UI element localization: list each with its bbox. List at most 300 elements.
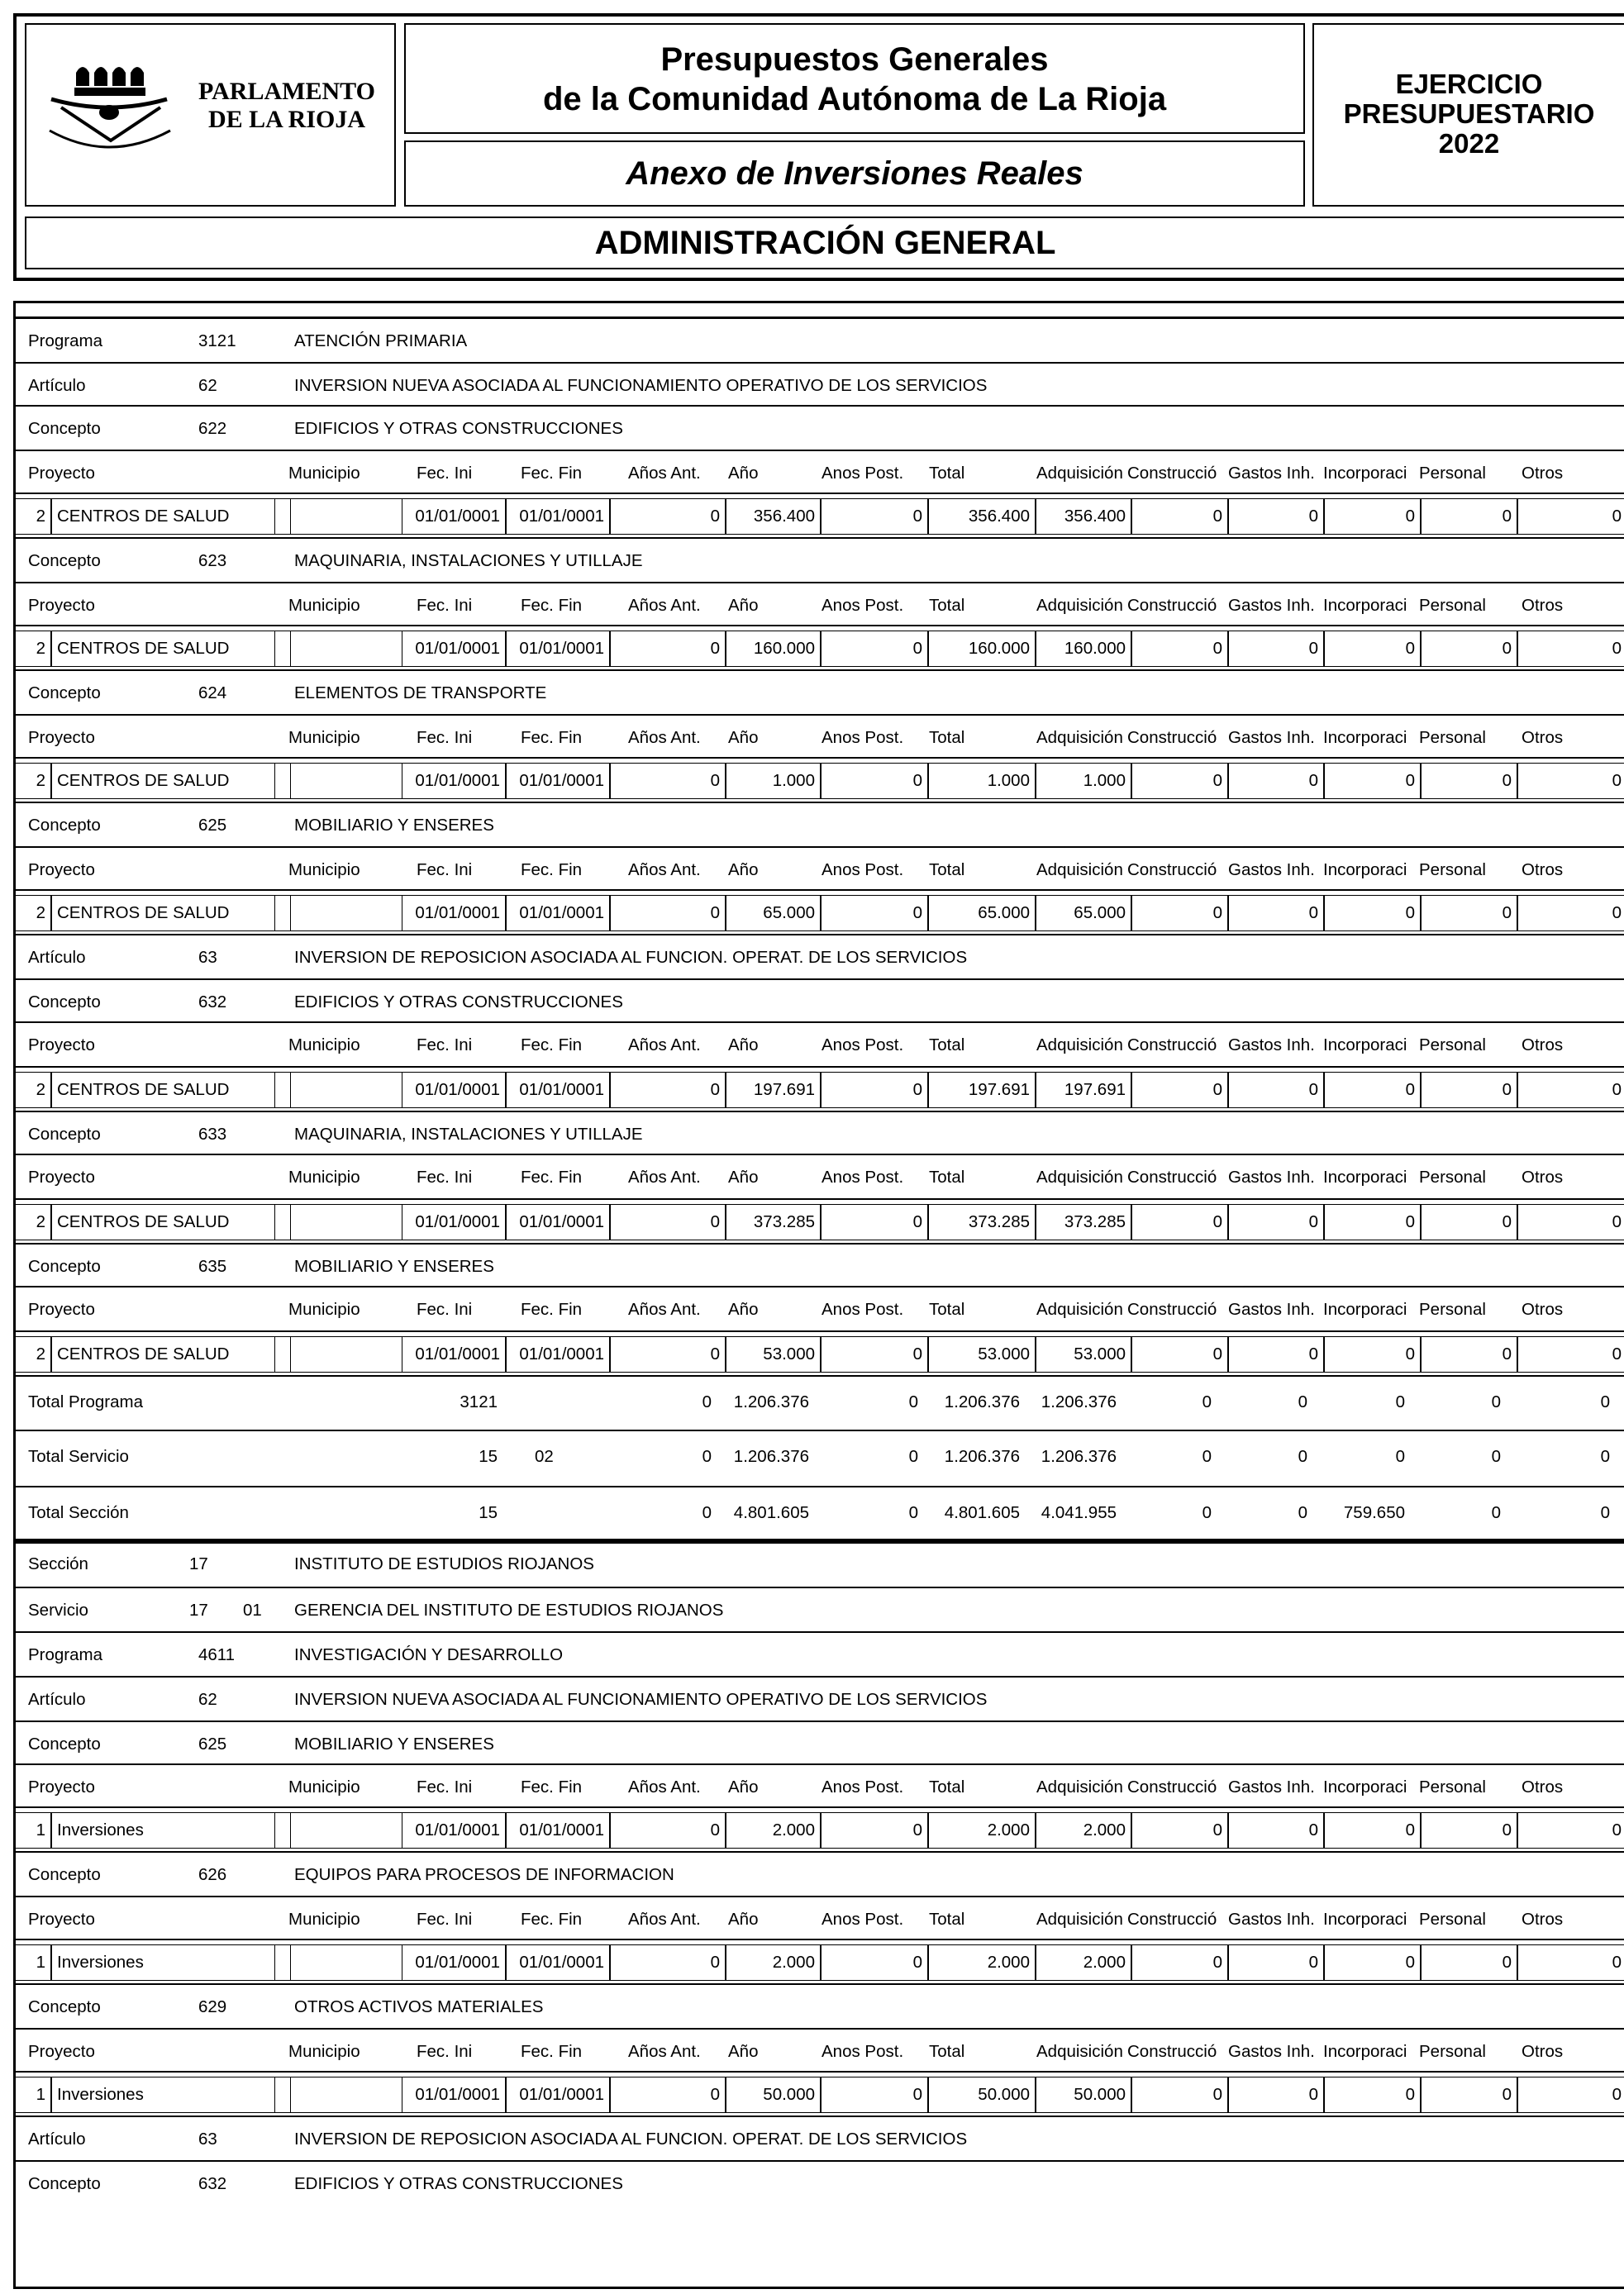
column-header: Otros: [1522, 1300, 1564, 1319]
cell-name: CENTROS DE SALUD: [51, 763, 291, 799]
cell-ano: 1.000: [726, 763, 821, 799]
total-con: 0: [1202, 1392, 1212, 1411]
column-header: Años Ant.: [628, 1035, 701, 1054]
column-header-row: [16, 716, 1624, 759]
column-header-row: [16, 849, 1624, 892]
column-header: Gastos Inh.: [1228, 1778, 1315, 1797]
column-header-row: [16, 1898, 1624, 1941]
total-post: 0: [908, 1447, 918, 1466]
column-header: Construcció: [1127, 2042, 1217, 2061]
parliament-name: [183, 78, 390, 134]
row-description: MAQUINARIA, INSTALACIONES Y UTILLAJE: [294, 1125, 643, 1144]
project-number: 2: [16, 895, 51, 931]
cell-otr: 0: [1517, 2077, 1624, 2113]
column-header: Municipio: [288, 1778, 360, 1797]
project-row: [16, 1333, 1624, 1376]
cell-gas: 0: [1228, 1944, 1324, 1981]
cell-per: 0: [1421, 1072, 1517, 1108]
row-code: 4611: [198, 1645, 236, 1664]
cell-gas: 0: [1228, 1204, 1324, 1240]
cell-inc: 0: [1324, 1204, 1421, 1240]
cell-otr: 0: [1517, 1072, 1624, 1108]
cell-con: 0: [1131, 763, 1228, 799]
total-label: Total Sección: [28, 1503, 129, 1522]
group-header-row: [16, 1543, 1624, 1586]
total-post: 0: [908, 1503, 918, 1522]
cell-gas: 0: [1228, 498, 1324, 535]
column-header: Total: [929, 860, 965, 879]
row-divider: [16, 1486, 1624, 1487]
column-header: Personal: [1419, 2042, 1486, 2061]
row-divider: [16, 1851, 1624, 1853]
cell-ano: 373.285: [726, 1204, 821, 1240]
org-line1: PARLAMENTO: [198, 78, 375, 105]
column-header: Fec. Fin: [521, 1778, 583, 1797]
row-label: Concepto: [28, 816, 101, 835]
row-code: 623: [198, 551, 227, 570]
column-header: Gastos Inh.: [1228, 464, 1315, 483]
column-header: Otros: [1522, 1168, 1564, 1187]
column-header: Construcció: [1127, 1168, 1217, 1187]
column-header: Total: [929, 2042, 965, 2061]
cell-tot: 53.000: [928, 1336, 1036, 1373]
row-divider: [16, 537, 1624, 539]
column-header: Incorporaci: [1323, 1035, 1407, 1054]
total-con: 0: [1202, 1447, 1212, 1466]
cell-name: CENTROS DE SALUD: [51, 1336, 291, 1373]
column-header: Otros: [1522, 2042, 1564, 2061]
column-header: Proyecto: [28, 596, 95, 615]
column-header: Personal: [1419, 464, 1486, 483]
row-code: 622: [198, 419, 227, 438]
group-header-row: [16, 320, 1624, 363]
group-header-row: [16, 1854, 1624, 1897]
cell-otr: 0: [1517, 1204, 1624, 1240]
cell-inc: 0: [1324, 763, 1421, 799]
cell-fi: 01/01/0001: [402, 1072, 506, 1108]
cell-ff: 01/01/0001: [506, 763, 610, 799]
group-header-row: [16, 1678, 1624, 1721]
column-header: Adquisición: [1036, 860, 1123, 879]
row-divider: [16, 889, 1624, 891]
group-header-row: [16, 1634, 1624, 1677]
column-header: Incorporaci: [1323, 1168, 1407, 1187]
project-number: 1: [16, 1812, 51, 1849]
row-divider: [16, 582, 1624, 583]
total-tot: 1.206.376: [944, 1392, 1020, 1411]
cell-adq: 65.000: [1036, 895, 1131, 931]
column-header: Fec. Fin: [521, 728, 583, 747]
annex-title: Anexo de Inversiones Reales: [404, 140, 1305, 207]
cell-adq: 356.400: [1036, 498, 1131, 535]
column-header: Fec. Fin: [521, 860, 583, 879]
cell-con: 0: [1131, 895, 1228, 931]
column-header: Anos Post.: [822, 2042, 904, 2061]
column-header: Adquisición: [1036, 596, 1123, 615]
cell-ff: 01/01/0001: [506, 1812, 610, 1849]
column-header: Anos Post.: [822, 1778, 904, 1797]
row-divider: [16, 1587, 1624, 1588]
top-rule: [16, 316, 1624, 318]
column-header: Adquisición: [1036, 1300, 1123, 1319]
cell-inc: 0: [1324, 1072, 1421, 1108]
column-header: Total: [929, 1168, 965, 1187]
row-divider: [16, 1806, 1624, 1808]
investments-table: [13, 301, 1624, 2289]
row-description: OTROS ACTIVOS MATERIALES: [294, 1997, 544, 2016]
cell-con: 0: [1131, 1812, 1228, 1849]
project-row: [16, 1068, 1624, 1111]
total-gas: 0: [1298, 1447, 1307, 1466]
title-box: [404, 23, 1305, 134]
column-header: Año: [728, 860, 759, 879]
row-code: 632: [198, 2174, 227, 2193]
total-row: [16, 1432, 1624, 1482]
total-inc: 759.650: [1343, 1503, 1405, 1522]
group-header-row: [16, 672, 1624, 715]
row-description: ATENCIÓN PRIMARIA: [294, 331, 468, 350]
cell-ant: 0: [610, 1812, 726, 1849]
row-description: INVESTIGACIÓN Y DESARROLLO: [294, 1645, 564, 1664]
org-line2: DE LA RIOJA: [207, 106, 366, 133]
column-header: Otros: [1522, 1778, 1564, 1797]
project-number: 2: [16, 1072, 51, 1108]
column-header: Proyecto: [28, 1910, 95, 1929]
cell-name: CENTROS DE SALUD: [51, 1072, 291, 1108]
cell-inc: 0: [1324, 1812, 1421, 1849]
row-label: Concepto: [28, 1125, 101, 1144]
column-header: Anos Post.: [822, 1035, 904, 1054]
column-header: Construcció: [1127, 464, 1217, 483]
column-header: Anos Post.: [822, 1910, 904, 1929]
column-header: Anos Post.: [822, 464, 904, 483]
project-number: 2: [16, 498, 51, 535]
column-header: Anos Post.: [822, 596, 904, 615]
cell-tot: 50.000: [928, 2077, 1036, 2113]
column-header: Adquisición: [1036, 1778, 1123, 1797]
total-otr: 0: [1600, 1447, 1610, 1466]
cell-ant: 0: [610, 631, 726, 667]
column-header: Personal: [1419, 1035, 1486, 1054]
row-description: ELEMENTOS DE TRANSPORTE: [294, 683, 547, 702]
column-header: Años Ant.: [628, 1168, 701, 1187]
cell-con: 0: [1131, 1336, 1228, 1373]
row-label: Concepto: [28, 683, 101, 702]
cell-mun: [274, 1944, 402, 1981]
row-code: 62: [198, 376, 217, 395]
column-header: Adquisición: [1036, 464, 1123, 483]
row-code: 63: [198, 948, 217, 967]
total-inc: 0: [1395, 1392, 1405, 1411]
cell-name: Inversiones: [51, 1812, 291, 1849]
column-header: Años Ant.: [628, 728, 701, 747]
cell-fi: 01/01/0001: [402, 1336, 506, 1373]
year-line1: EJERCICIO: [1395, 69, 1543, 99]
row-divider: [16, 1676, 1624, 1678]
column-header-row: [16, 1156, 1624, 1199]
cell-ant: 0: [610, 895, 726, 931]
cell-mun: [274, 1072, 402, 1108]
row-divider: [16, 1021, 1624, 1023]
column-header: Fec. Fin: [521, 464, 583, 483]
column-header: Años Ant.: [628, 1300, 701, 1319]
cell-ant: 0: [610, 1072, 726, 1108]
cell-con: 0: [1131, 1072, 1228, 1108]
cell-fi: 01/01/0001: [402, 498, 506, 535]
cell-otr: 0: [1517, 1812, 1624, 1849]
column-header: Incorporaci: [1323, 860, 1407, 879]
cell-adq: 50.000: [1036, 2077, 1131, 2113]
total-adq: 1.206.376: [1041, 1392, 1117, 1411]
cell-inc: 0: [1324, 631, 1421, 667]
row-code: 624: [198, 683, 227, 702]
row-description: INVERSION DE REPOSICION ASOCIADA AL FUNCION. OPERAT. DE LOS SERVICIOS: [294, 948, 968, 967]
row-divider: [16, 934, 1624, 935]
cell-fi: 01/01/0001: [402, 763, 506, 799]
column-header-row: [16, 1766, 1624, 1809]
cell-ano: 50.000: [726, 2077, 821, 2113]
project-number: 1: [16, 1944, 51, 1981]
project-number: 2: [16, 763, 51, 799]
total-adq: 1.206.376: [1041, 1447, 1117, 1466]
group-header-row: [16, 1245, 1624, 1288]
row-description: INVERSION DE REPOSICION ASOCIADA AL FUNCION. OPERAT. DE LOS SERVICIOS: [294, 2130, 968, 2149]
row-label: Artículo: [28, 948, 86, 967]
column-header: Años Ant.: [628, 464, 701, 483]
cell-otr: 0: [1517, 1944, 1624, 1981]
row-divider: [16, 1375, 1624, 1377]
cell-inc: 0: [1324, 1336, 1421, 1373]
column-header: Construcció: [1127, 1778, 1217, 1797]
cell-post: 0: [821, 498, 928, 535]
row-code: 632: [198, 992, 227, 1011]
row-label: Concepto: [28, 992, 101, 1011]
project-number: 2: [16, 631, 51, 667]
cell-fi: 01/01/0001: [402, 1944, 506, 1981]
row-label: Artículo: [28, 2130, 86, 2149]
cell-per: 0: [1421, 631, 1517, 667]
cell-fi: 01/01/0001: [402, 895, 506, 931]
column-header: Fec. Fin: [521, 1300, 583, 1319]
cell-per: 0: [1421, 763, 1517, 799]
column-header: Año: [728, 1910, 759, 1929]
column-header: Gastos Inh.: [1228, 2042, 1315, 2061]
cell-name: Inversiones: [51, 1944, 291, 1981]
cell-adq: 2.000: [1036, 1944, 1131, 1981]
cell-per: 0: [1421, 2077, 1517, 2113]
row-divider: [16, 1720, 1624, 1722]
column-header: Fec. Fin: [521, 1910, 583, 1929]
cell-per: 0: [1421, 1812, 1517, 1849]
column-header: Municipio: [288, 1910, 360, 1929]
column-header: Año: [728, 464, 759, 483]
row-divider: [16, 1154, 1624, 1155]
row-code: 625: [198, 1735, 227, 1754]
row-divider: [16, 1066, 1624, 1068]
column-header: Personal: [1419, 596, 1486, 615]
cell-inc: 0: [1324, 498, 1421, 535]
total-code2: 02: [535, 1447, 554, 1466]
column-header: Municipio: [288, 2042, 360, 2061]
title-line1: Presupuestos Generales: [660, 41, 1049, 78]
cell-mun: [274, 1812, 402, 1849]
row-divider: [16, 1939, 1624, 1940]
column-header: Proyecto: [28, 860, 95, 879]
cell-ano: 2.000: [726, 1812, 821, 1849]
cell-mun: [274, 2077, 402, 2113]
column-header-row: [16, 2030, 1624, 2073]
row-code: 633: [198, 1125, 227, 1144]
cell-mun: [274, 895, 402, 931]
row-divider: [16, 802, 1624, 803]
cell-name: CENTROS DE SALUD: [51, 631, 291, 667]
cell-per: 0: [1421, 498, 1517, 535]
row-code: 17: [189, 1554, 208, 1573]
cell-adq: 373.285: [1036, 1204, 1131, 1240]
cell-mun: [274, 1336, 402, 1373]
row-label: Servicio: [28, 1601, 88, 1620]
cell-fi: 01/01/0001: [402, 1812, 506, 1849]
cell-adq: 1.000: [1036, 763, 1131, 799]
cell-otr: 0: [1517, 895, 1624, 931]
total-ant: 0: [702, 1447, 712, 1466]
column-header: Total: [929, 464, 965, 483]
column-header: Construcció: [1127, 1910, 1217, 1929]
project-row: [16, 1941, 1624, 1984]
column-header: Gastos Inh.: [1228, 1300, 1315, 1319]
cell-fi: 01/01/0001: [402, 1204, 506, 1240]
column-header: Municipio: [288, 728, 360, 747]
cell-mun: [274, 631, 402, 667]
cell-ff: 01/01/0001: [506, 1072, 610, 1108]
cell-tot: 356.400: [928, 498, 1036, 535]
column-header: Municipio: [288, 596, 360, 615]
column-header: Gastos Inh.: [1228, 860, 1315, 879]
column-header: Personal: [1419, 1300, 1486, 1319]
row-description: EDIFICIOS Y OTRAS CONSTRUCCIONES: [294, 419, 623, 438]
column-header: Personal: [1419, 728, 1486, 747]
total-gas: 0: [1298, 1503, 1307, 1522]
group-header-row: [16, 2163, 1624, 2206]
row-description: INVERSION NUEVA ASOCIADA AL FUNCIONAMIENTO OPERATIVO DE LOS SERVICIOS: [294, 1690, 988, 1709]
group-header-row: [16, 1723, 1624, 1766]
column-header: Año: [728, 2042, 759, 2061]
total-otr: 0: [1600, 1392, 1610, 1411]
total-con: 0: [1202, 1503, 1212, 1522]
column-header: Año: [728, 1778, 759, 1797]
cell-name: CENTROS DE SALUD: [51, 498, 291, 535]
row-label: Sección: [28, 1554, 88, 1573]
cell-name: Inversiones: [51, 2077, 291, 2113]
cell-name: CENTROS DE SALUD: [51, 895, 291, 931]
cell-adq: 197.691: [1036, 1072, 1131, 1108]
row-divider: [16, 1198, 1624, 1200]
group-header-row: [16, 364, 1624, 407]
project-number: 1: [16, 2077, 51, 2113]
cell-ano: 160.000: [726, 631, 821, 667]
column-header: Proyecto: [28, 464, 95, 483]
column-header: Total: [929, 1300, 965, 1319]
column-header: Construcció: [1127, 860, 1217, 879]
row-divider: [16, 2160, 1624, 2162]
cell-ant: 0: [610, 1944, 726, 1981]
row-code: 63: [198, 2130, 217, 2149]
column-header: Total: [929, 1035, 965, 1054]
total-row: [16, 1488, 1624, 1538]
column-header: Fec. Ini: [417, 1778, 473, 1797]
total-ant: 0: [702, 1503, 712, 1522]
column-header: Proyecto: [28, 2042, 95, 2061]
row-label: Programa: [28, 1645, 103, 1664]
row-divider: [16, 1286, 1624, 1287]
cell-fi: 01/01/0001: [402, 631, 506, 667]
row-code: 62: [198, 1690, 217, 1709]
parliament-logo-box: [25, 23, 396, 207]
total-per: 0: [1491, 1503, 1501, 1522]
row-code: 629: [198, 1997, 227, 2016]
cell-ano: 53.000: [726, 1336, 821, 1373]
cell-gas: 0: [1228, 631, 1324, 667]
cell-ant: 0: [610, 763, 726, 799]
project-row: [16, 627, 1624, 670]
row-divider: [16, 1983, 1624, 1985]
row-divider: [16, 493, 1624, 494]
total-row: [16, 1378, 1624, 1427]
section-divider: [16, 1539, 1624, 1542]
cell-otr: 0: [1517, 1336, 1624, 1373]
column-header: Incorporaci: [1323, 1910, 1407, 1929]
total-otr: 0: [1600, 1503, 1610, 1522]
cell-gas: 0: [1228, 895, 1324, 931]
column-header-row: [16, 1024, 1624, 1067]
cell-post: 0: [821, 1072, 928, 1108]
cell-adq: 2.000: [1036, 1812, 1131, 1849]
total-adq: 4.041.955: [1041, 1503, 1117, 1522]
row-divider: [16, 625, 1624, 626]
column-header: Total: [929, 1778, 965, 1797]
cell-ff: 01/01/0001: [506, 1204, 610, 1240]
column-header: Gastos Inh.: [1228, 1910, 1315, 1929]
row-code: 625: [198, 816, 227, 835]
column-header: Otros: [1522, 728, 1564, 747]
row-divider: [16, 362, 1624, 364]
row-divider: [16, 405, 1624, 407]
total-gas: 0: [1298, 1392, 1307, 1411]
column-header: Fec. Ini: [417, 1168, 473, 1187]
cell-per: 0: [1421, 895, 1517, 931]
total-tot: 4.801.605: [944, 1503, 1020, 1522]
column-header: Año: [728, 596, 759, 615]
row-divider: [16, 1896, 1624, 1897]
column-header: Gastos Inh.: [1228, 1035, 1315, 1054]
row-label: Concepto: [28, 2174, 101, 2193]
cell-inc: 0: [1324, 895, 1421, 931]
group-header-row: [16, 804, 1624, 847]
column-header: Fec. Ini: [417, 860, 473, 879]
cell-ant: 0: [610, 1336, 726, 1373]
total-ant: 0: [702, 1392, 712, 1411]
column-header: Gastos Inh.: [1228, 728, 1315, 747]
project-row: [16, 1809, 1624, 1852]
cell-tot: 2.000: [928, 1944, 1036, 1981]
row-divider: [16, 2071, 1624, 2073]
column-header: Total: [929, 728, 965, 747]
cell-con: 0: [1131, 2077, 1228, 2113]
column-header: Otros: [1522, 860, 1564, 879]
cell-post: 0: [821, 2077, 928, 2113]
cell-mun: [274, 1204, 402, 1240]
row-divider: [16, 714, 1624, 716]
